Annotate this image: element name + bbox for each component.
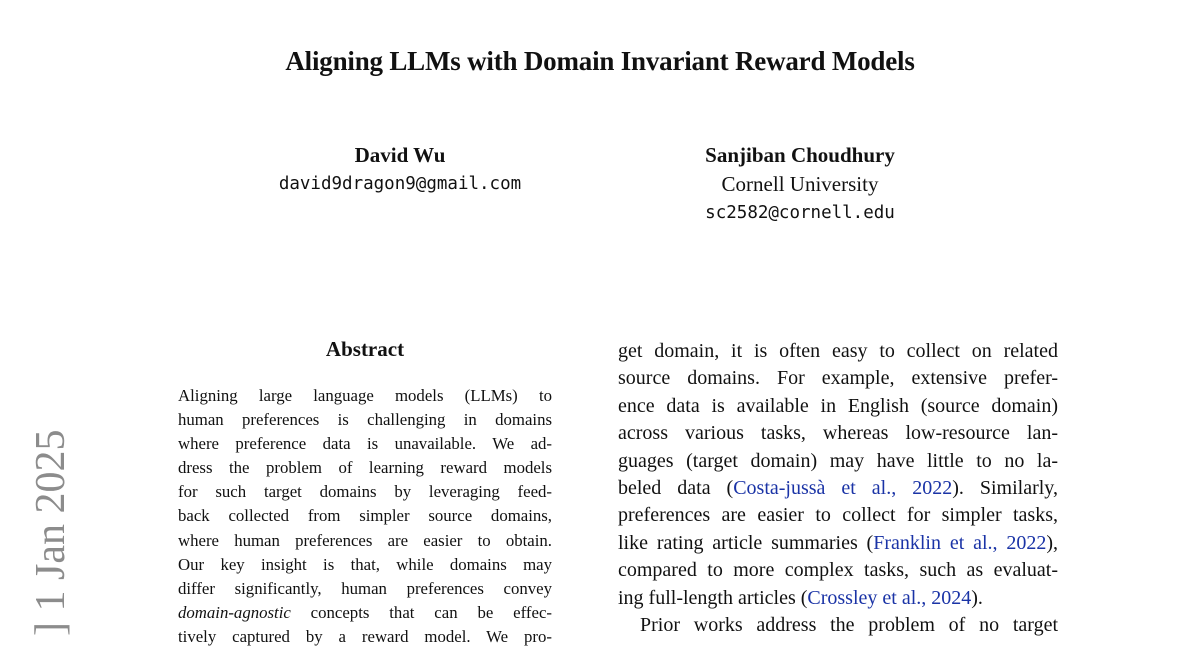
body-line: preferences are easier to collect for simpler tasks, — [618, 504, 1058, 527]
body-line: compared to more complex tasks, such as evaluat- — [618, 559, 1058, 582]
author-email[interactable]: sc2582@cornell.edu — [705, 203, 895, 223]
body-line — [618, 530, 1058, 557]
author-affiliation: Cornell University — [721, 172, 879, 196]
abstract-line: for such target domains by leveraging feed- — [178, 482, 552, 502]
abstract-line: Our key insight is that, while domains may — [178, 554, 552, 574]
abstract-line-text: concepts that can be effec- — [290, 602, 552, 622]
body-line — [618, 585, 1058, 612]
abstract-line — [178, 601, 552, 625]
body-line: get domain, it is often easy to collect on related — [618, 340, 1058, 362]
paper-title: Aligning LLMs with Domain Invariant Reward Models — [285, 46, 915, 76]
abstract-line: human preferences is challenging in domains — [178, 410, 552, 430]
author-name: David Wu — [354, 143, 446, 167]
author-email[interactable]: david9dragon9@gmail.com — [278, 174, 522, 194]
body-line-text: beled data ( — [618, 477, 734, 500]
body-line: ence data is available in English (source domain) — [618, 394, 1058, 417]
body-line-text: like rating article summaries ( — [618, 531, 874, 554]
citation-link[interactable]: Crossley et al., 2024 — [807, 586, 972, 609]
body-line: guages (target domain) may have little to no la- — [618, 449, 1058, 472]
body-line-text: ). Similarly, — [952, 477, 1058, 500]
citation-link[interactable]: Franklin et al., 2022 — [873, 531, 1047, 554]
body-line-text: ), — [1046, 531, 1058, 554]
abstract-line: dress the problem of learning reward models — [178, 458, 552, 478]
body-line-text: ). — [971, 586, 983, 609]
abstract-line: differ significantly, human preferences convey — [178, 578, 552, 598]
author-name: Sanjiban Choudhury — [705, 143, 895, 167]
abstract-line: Aligning large language models (LLMs) to — [178, 386, 552, 405]
abstract-line: where preference data is unavailable. We ad- — [178, 434, 552, 454]
abstract-line: where human preferences are easier to obtain. — [178, 530, 552, 550]
abstract-heading: Abstract — [325, 337, 405, 361]
abstract-body — [178, 384, 552, 649]
body-line — [618, 475, 1058, 502]
citation-link[interactable]: Costa-jussà et al., 2022 — [733, 477, 953, 500]
author-block-1 — [230, 141, 570, 199]
body-line: Prior works address the problem of no target — [640, 614, 1058, 637]
arxiv-watermark: ] 1 Jan 2025 — [28, 429, 74, 636]
abstract-line: tively captured by a reward model. We pro- — [178, 626, 552, 646]
body-column-right — [618, 338, 1058, 639]
abstract-line: back collected from simpler source domains, — [178, 506, 552, 526]
emphasized-term: domain-agnostic — [178, 602, 291, 622]
author-block-2 — [630, 141, 970, 228]
body-line-text: ing full-length articles ( — [618, 586, 808, 609]
body-line: across various tasks, whereas low-resource lan- — [618, 422, 1058, 445]
body-line: source domains. For example, extensive prefer- — [618, 367, 1058, 390]
